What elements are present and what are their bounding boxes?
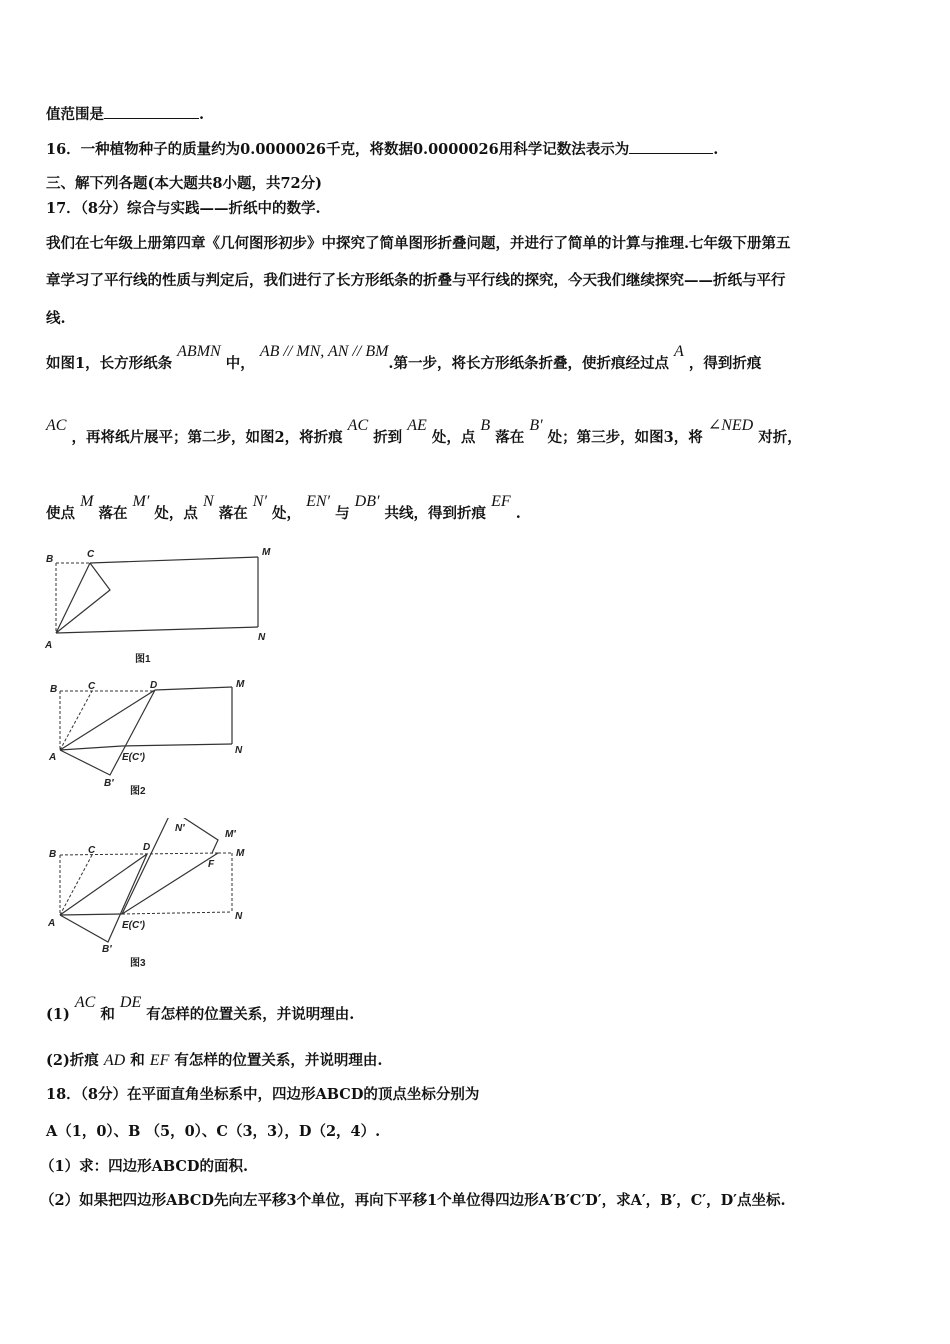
edge-cm bbox=[90, 557, 258, 563]
figure-3 bbox=[40, 818, 290, 973]
label-b: B bbox=[50, 684, 58, 695]
q17-para-line-1: 我们在七年级上册第四章《几何图形初步》中探究了简单图形折叠问题，并进行了简单的计算与推理.七年级下册第五 bbox=[46, 235, 791, 252]
q17-para-line-3: 线. bbox=[46, 310, 66, 327]
label-d: D bbox=[150, 680, 158, 691]
math-ae: AE bbox=[407, 417, 427, 434]
crease-ac bbox=[56, 563, 90, 633]
math-ac: AC bbox=[347, 417, 369, 434]
figure-3-caption: 图3 bbox=[130, 958, 146, 969]
label-a: A bbox=[49, 752, 57, 763]
math-ad: AD bbox=[103, 1052, 126, 1069]
answer-blank bbox=[629, 139, 713, 154]
math-ac: AC bbox=[74, 994, 96, 1011]
folded-flap bbox=[56, 563, 110, 633]
label-d: D bbox=[143, 842, 151, 853]
label-n-prime: N′ bbox=[175, 823, 185, 834]
label-b: B bbox=[46, 554, 54, 565]
question-18-title: 18．（8分）在平面直角坐标系中，四边形ABCD的顶点坐标分别为 bbox=[46, 1086, 480, 1103]
crease-ac-dashed bbox=[60, 855, 92, 915]
figure-1-caption: 图1 bbox=[135, 654, 151, 665]
crease-ae bbox=[60, 746, 122, 750]
math-de: DE bbox=[119, 994, 142, 1011]
label-n: N bbox=[258, 632, 266, 643]
math-en-prime: EN′ bbox=[306, 493, 331, 510]
edge-dm bbox=[155, 687, 232, 690]
q17-sub-2: (2)折痕 AD 和 EF 有怎样的位置关系，并说明理由. bbox=[46, 1052, 383, 1069]
math-n: N bbox=[202, 493, 214, 510]
label-m: M bbox=[236, 679, 245, 690]
q17-para-line-2: 章学习了平行线的性质与判定后，我们进行了长方形纸条的折叠与平行线的探究，今天我们继续探究——折纸与平行 bbox=[46, 272, 786, 289]
math-ac: AC bbox=[46, 417, 67, 434]
q18-sub-1: （1）求：四边形ABCD的面积. bbox=[40, 1158, 249, 1175]
label-m-prime: M′ bbox=[225, 829, 236, 840]
q18-coords: A（1，0）、B （5，0）、C（3，3），D（2，4）. bbox=[46, 1123, 381, 1140]
label-b-prime: B′ bbox=[102, 944, 112, 955]
label-e: E(C′) bbox=[122, 752, 145, 763]
math-n-prime: N′ bbox=[252, 493, 267, 510]
q17-step1: 如图1，长方形纸条 ABMN 中， AB // MN, AN // BM.第一步，将长方形纸条折叠，使折痕经过点 A ，得到折痕 bbox=[46, 343, 762, 372]
q17-sub-1: (1) AC 和 DE 有怎样的位置关系，并说明理由. bbox=[46, 994, 355, 1023]
math-m: M bbox=[80, 493, 94, 510]
label-b: B bbox=[49, 849, 57, 860]
crease-ac-dashed bbox=[60, 691, 92, 750]
question-17-title: 17．（8分）综合与实践——折纸中的数学. bbox=[46, 200, 321, 217]
label-n: N bbox=[235, 745, 243, 756]
section-header: 三、解下列各题(本大题共8小题，共72分) bbox=[46, 175, 322, 192]
label-e: E(C′) bbox=[122, 920, 145, 931]
label-a: A bbox=[48, 918, 56, 929]
label-c: C bbox=[88, 845, 96, 856]
figure-2 bbox=[40, 676, 290, 806]
math-a: A bbox=[674, 343, 684, 360]
label-n: N bbox=[235, 911, 243, 922]
label-f: F bbox=[208, 859, 215, 870]
q18-sub-2: （2）如果把四边形ABCD先向左平移3个单位，再向下平移1个单位得四边形A′B′C′D′，求A′，B′，C′，D′点坐标. bbox=[40, 1192, 786, 1209]
math-ef: EF bbox=[491, 493, 511, 510]
edge-en bbox=[122, 744, 232, 746]
math-b: B bbox=[480, 417, 491, 434]
math-abmn: ABMN bbox=[177, 343, 221, 360]
edge-an bbox=[56, 627, 258, 633]
label-b-prime: B′ bbox=[104, 778, 114, 789]
math-m-prime: M′ bbox=[132, 493, 150, 510]
label-m: M bbox=[262, 547, 271, 558]
fold-dashed-line bbox=[60, 853, 218, 855]
crease-ad bbox=[60, 690, 155, 750]
label-c: C bbox=[87, 549, 95, 560]
label-m: M bbox=[236, 848, 245, 859]
math-b-prime: B′ bbox=[529, 417, 543, 434]
figure-1 bbox=[40, 540, 290, 670]
label-a: A bbox=[45, 640, 53, 651]
answer-blank bbox=[104, 104, 199, 119]
q15-tail: 值范围是 . bbox=[46, 106, 205, 123]
math-ef: EF bbox=[149, 1052, 170, 1069]
figure-2-caption: 图2 bbox=[130, 786, 146, 797]
math-db-prime: DB′ bbox=[354, 493, 380, 510]
math-angle-ned: ∠NED bbox=[707, 417, 754, 434]
q17-step3: 使点 M 落在 M′ 处，点 N 落在 N′ 处， EN′ 与 DB′ 共线，得到折痕 EF . bbox=[46, 493, 521, 522]
fold-dashed-line bbox=[122, 912, 232, 914]
q17-step2: AC ，再将纸片展平；第二步，如图2，将折痕 AC 折到 AE 处，点 B 落在 B′ 处；第三步，如图3，将 ∠NED 对折， bbox=[46, 417, 802, 446]
crease-ae bbox=[60, 914, 122, 915]
label-c: C bbox=[88, 681, 96, 692]
math-parallel: AB // MN, AN // BM bbox=[259, 343, 389, 360]
question-16: 16．一种植物种子的质量约为0.0000026千克，将数据0.0000026用科学记数法表示为 . bbox=[46, 141, 719, 158]
